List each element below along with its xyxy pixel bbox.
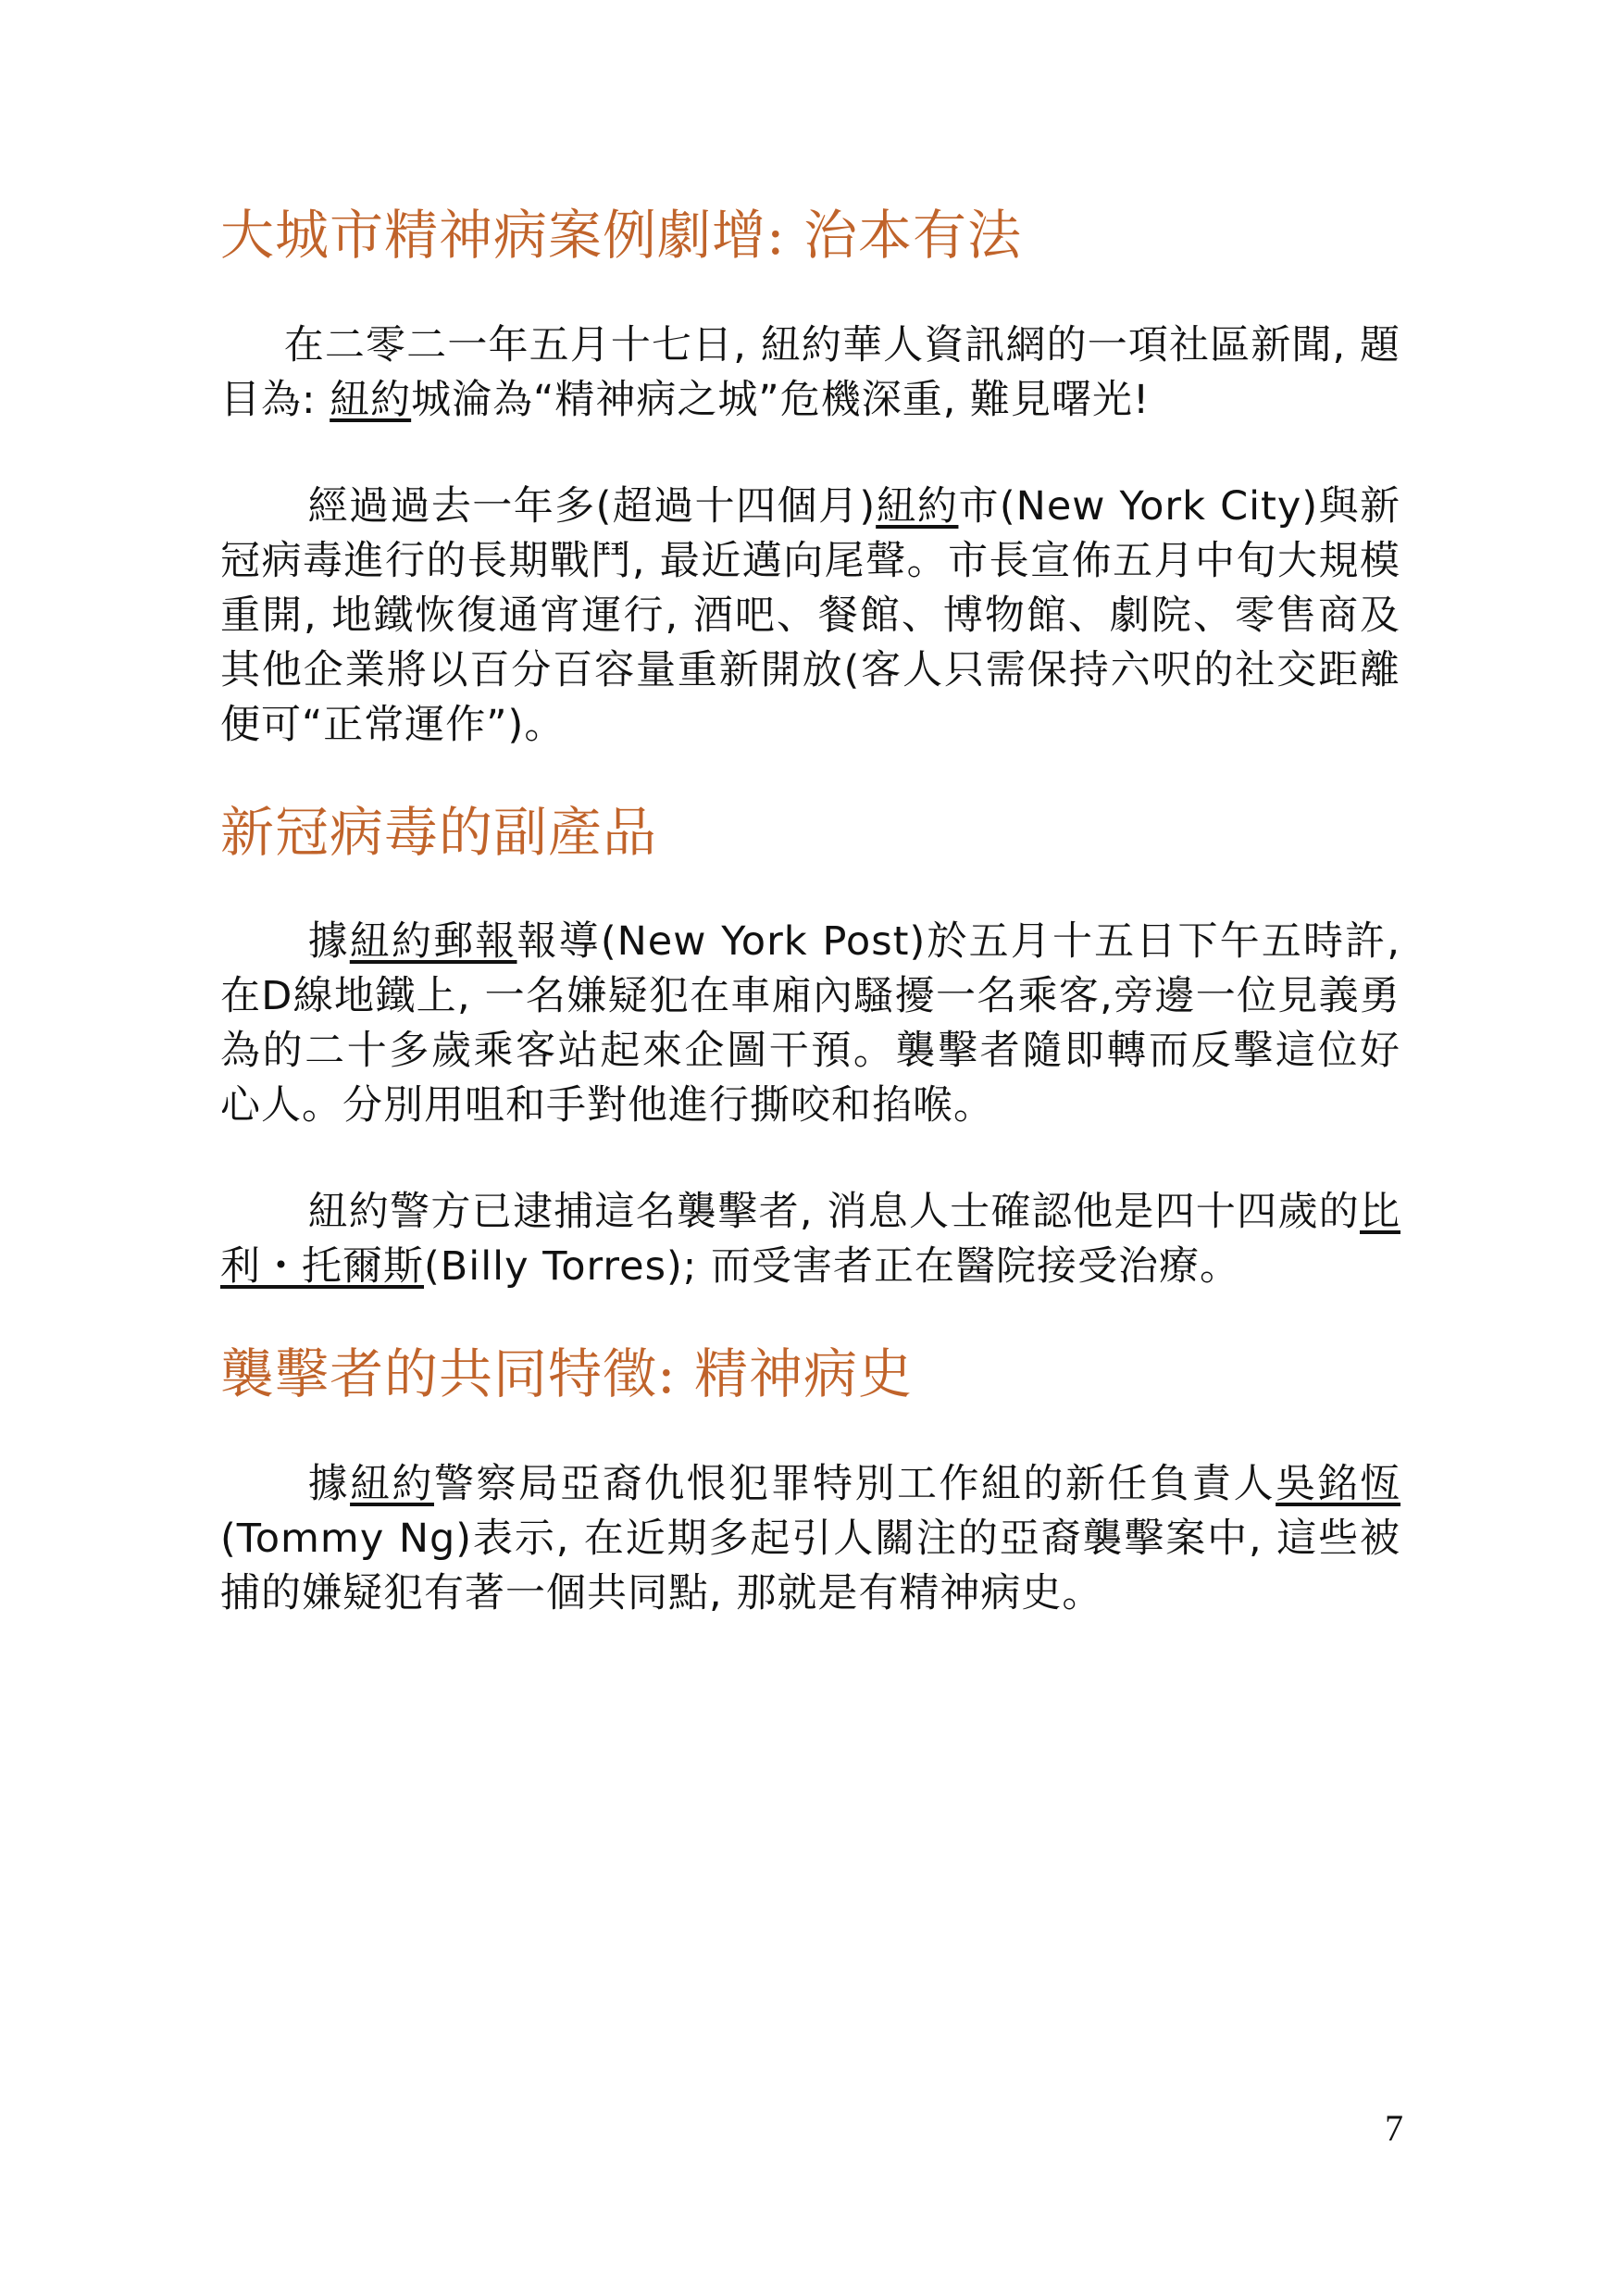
paragraph-1: [220, 318, 1400, 428]
text-run: 紐約警方已逮捕這名襲擊者, 消息人士確認他是四十四歲的: [307, 1189, 1360, 1236]
paragraph-4: [220, 1185, 1400, 1294]
underlined-place-name: 紐約: [876, 482, 959, 530]
underlined-person-name: 吳銘恆: [1276, 1460, 1401, 1507]
text-run: 市(New York City)與新冠病毒進行的長期戰鬥, 最近邁向尾聲。市長宣佈五月中旬大規模重開, 地鐵恢復通宵運行, 酒吧、餐館、博物館、劇院、零售商及其他企業將以百分百容量重新開放(客人只需保持六呎的社交距離便可“正常運作”)。: [220, 482, 1400, 748]
text-run: (Tommy Ng)表示, 在近期多起引人關注的亞裔襲擊案中, 這些被捕的嫌疑犯有著一個共同點, 那就是有精神病史。: [220, 1515, 1400, 1616]
paragraph-2: [220, 480, 1400, 753]
underlined-person-name: 比利・托爾斯: [220, 1189, 1400, 1291]
text-run: 城淪為“精神病之城”危機深重, 難見曙光!: [411, 376, 1151, 423]
page-body: [220, 204, 1400, 1621]
page-number: 7: [1385, 2107, 1403, 2149]
section-heading-3: 襲擊者的共同特徵: 精神病史: [220, 1342, 913, 1406]
text-run: 在二零二一年五月十七日, 紐約華人資訊網的一項社區新聞, 題目為:: [220, 321, 1400, 423]
text-run: 警察局亞裔仇恨犯罪特別工作組的新任負責人: [433, 1460, 1276, 1507]
text-run: 據: [307, 1460, 351, 1507]
section-heading-2: 新冠病毒的副產品: [220, 800, 658, 864]
paragraph-3: [220, 915, 1400, 1133]
text-run: (Billy Torres); 而受害者正在醫院接受治療。: [424, 1243, 1240, 1291]
text-run: 據: [307, 918, 350, 966]
section-heading-1: 大城市精神病案例劇增: 治本有法: [220, 204, 1022, 267]
text-run: 報導(New York Post)於五月十五日下午五時許, 在D線地鐵上, 一名嫌疑犯在車廂內騷擾一名乘客,旁邊一位見義勇為的二十多歲乘客站起來企圖干預。襲擊者隨即轉而反擊這位好心人。分別用咀和手對他進行撕咬和掐喉。: [220, 918, 1401, 1129]
underlined-place-name: 紐約: [350, 1460, 434, 1507]
text-run: 經過過去一年多(超過十四個月): [307, 482, 877, 530]
paragraph-5: [220, 1457, 1400, 1621]
underlined-newspaper-name: 紐約郵報: [349, 918, 517, 966]
underlined-place-name: 紐約: [330, 376, 412, 423]
